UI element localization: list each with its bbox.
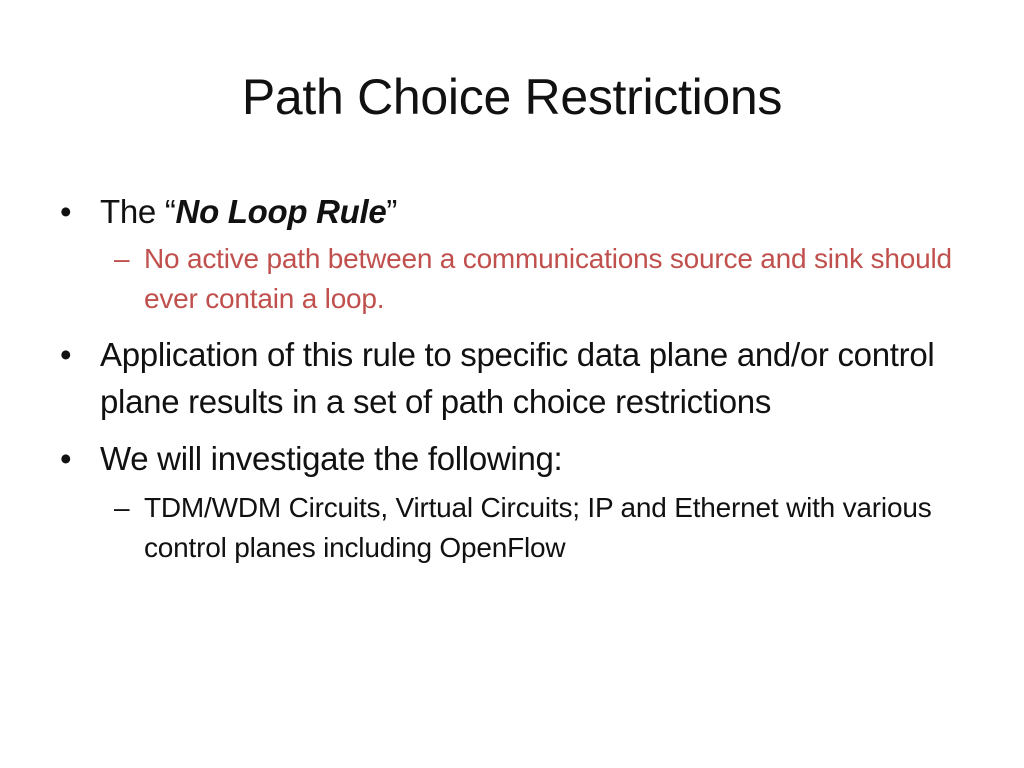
slide-content	[58, 188, 978, 568]
bullet-application	[58, 331, 978, 425]
bullet-no-loop-rule	[58, 188, 978, 235]
bullet-investigate	[58, 435, 978, 482]
sub-bullet-text: TDM/WDM Circuits, Virtual Circuits; IP and Ethernet with various control planes including OpenFlow	[144, 492, 932, 563]
sub-bullet-marker: –	[114, 492, 130, 523]
bullet-emphasis: No Loop Rule	[175, 193, 387, 230]
bullet-text: We will investigate the following:	[100, 440, 563, 477]
bullet-suffix: ”	[386, 193, 398, 230]
bullet-text: Application of this rule to specific data plane and/or control plane results in a set of path choice restrictions	[100, 336, 935, 420]
bullet-marker: •	[60, 336, 72, 373]
bullet-marker: •	[60, 193, 72, 230]
slide-title: Path Choice Restrictions	[241, 69, 783, 125]
sub-bullet-text: No active path between a communications source and sink should ever contain a loop.	[144, 243, 952, 314]
bullet-prefix: The “	[100, 193, 176, 230]
bullet-marker: •	[60, 440, 72, 477]
sub-bullet-circuits	[58, 488, 978, 568]
sub-bullet-marker: –	[114, 243, 130, 274]
sub-bullet-loop-definition	[58, 239, 978, 319]
